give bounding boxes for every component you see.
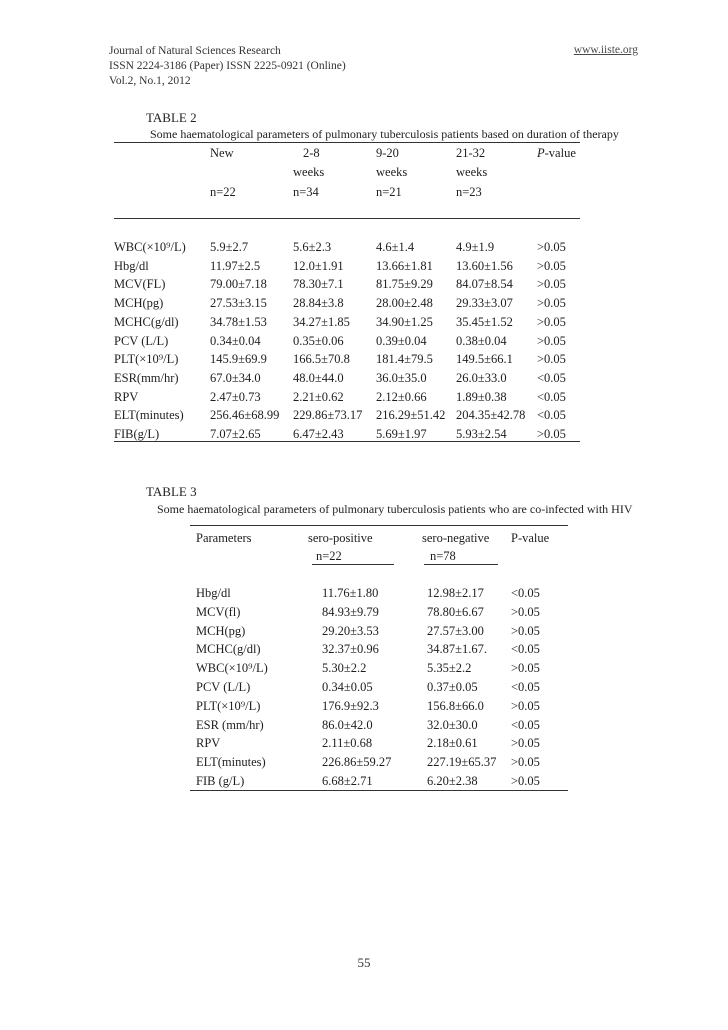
table3-cell: 6.20±2.38 (427, 774, 478, 788)
table3-row-param: Hbg/dl (196, 586, 231, 600)
table2-cell: 12.0±1.91 (293, 258, 344, 273)
table3-cell: 84.93±9.79 (322, 604, 379, 619)
table3-cell: 32.0±30.0 (427, 717, 478, 732)
table3-cell: 176.9±92.3 (322, 698, 379, 713)
table3-cell: 0.34±0.05 (322, 680, 373, 694)
table2-cell: <0.05 (537, 389, 566, 404)
table3-cell: <0.05 (511, 586, 540, 600)
table3-row-param: MCV(fl) (196, 604, 241, 619)
table3-cell: 29.20±3.53 (322, 623, 379, 638)
table3-caption: TABLE 3 (146, 484, 197, 499)
table3-cell: 5.30±2.2 (322, 661, 367, 676)
table3-subtitle: Some haematological parameters of pulmonary tuberculosis patients who are co-infected with HIV (157, 502, 633, 516)
table2-cell: 13.60±1.56 (456, 258, 513, 273)
table2-col-header: New (210, 146, 234, 160)
table3-cell: 0.37±0.05 (427, 680, 478, 694)
table3-col-header-n: n=22 (316, 549, 342, 563)
table2-row-param: Hbg/dl (114, 258, 149, 273)
table2-col-header-unit: weeks (376, 165, 408, 179)
table2-cell: 67.0±34.0 (210, 370, 261, 385)
table2-cell: 13.66±1.81 (376, 258, 433, 273)
table2-cell: 28.00±2.48 (376, 296, 433, 311)
table3-n-underline-neg (424, 564, 498, 565)
table3-row-param: MCHC(g/dl) (196, 642, 261, 657)
table2-cell: 36.0±35.0 (376, 370, 427, 385)
table3-cell: 78.80±6.67 (427, 604, 484, 619)
running-header (109, 44, 346, 89)
table2-col-header-unit: weeks (456, 165, 488, 179)
table3-col-header: sero-positive (308, 531, 373, 545)
table3-cell: 2.18±0.61 (427, 736, 478, 751)
table2-cell: <0.05 (537, 408, 566, 423)
table2-subtitle: Some haematological parameters of pulmonary tuberculosis patients based on duration of therapy (150, 127, 619, 141)
table2-row-param: MCHC(g/dl) (114, 314, 179, 329)
table2-cell: 27.53±3.15 (210, 296, 267, 311)
table3-cell: <0.05 (511, 680, 540, 694)
table2-header-rule (114, 218, 580, 219)
table2-cell: 78.30±7.1 (293, 277, 344, 292)
table2-cell: 166.5±70.8 (293, 352, 350, 367)
table2-cell: >0.05 (537, 240, 566, 254)
table3-col-header: Parameters (196, 531, 252, 545)
volume-line: Vol.2, No.1, 2012 (109, 75, 191, 87)
table2-row-param: MCH(pg) (114, 296, 164, 311)
table2-cell: 48.0±44.0 (293, 370, 344, 385)
table3-cell: >0.05 (511, 661, 540, 676)
table2-row-param: FIB(g/L) (114, 427, 160, 441)
table2-cell: 216.29±51.42 (376, 408, 446, 423)
table2-cell: 181.4±79.5 (376, 352, 433, 367)
table3-row-param: WBC(×10⁹/L) (196, 661, 268, 676)
table3-cell: 12.98±2.17 (427, 586, 484, 600)
table2-cell: >0.05 (537, 427, 566, 441)
table2-cell: >0.05 (537, 352, 566, 367)
table2-col-header: 2-8 (303, 146, 320, 160)
table2-cell: 1.89±0.38 (456, 389, 507, 404)
table3-bottom-rule (190, 790, 568, 791)
table2-cell: 0.39±0.04 (376, 333, 427, 348)
table3-row-param: PCV (L/L) (196, 680, 251, 694)
table2-bottom-rule (114, 441, 580, 442)
table2-row-param: RPV (114, 389, 139, 404)
table3-cell: 86.0±42.0 (322, 717, 373, 732)
table2-cell: 34.90±1.25 (376, 314, 433, 329)
table3-col-header: sero-negative (422, 531, 490, 545)
table3-col-header-n: n=78 (430, 549, 456, 563)
table2-cell: 256.46±68.99 (210, 408, 280, 423)
table2-cell: 28.84±3.8 (293, 296, 344, 311)
table2-col-header-unit: weeks (293, 165, 325, 179)
table3-cell: 226.86±59.27 (322, 755, 392, 770)
table2-cell: 0.35±0.06 (293, 333, 344, 348)
table3-cell: 227.19±65.37 (427, 755, 497, 770)
table2-cell: >0.05 (537, 314, 566, 329)
issn-line: ISSN 2224-3186 (Paper) ISSN 2225-0921 (Online) (109, 60, 346, 72)
table2-cell: 29.33±3.07 (456, 296, 513, 311)
table2-cell: 2.12±0.66 (376, 389, 427, 404)
table2-cell: >0.05 (537, 258, 566, 273)
table2-cell: 11.97±2.5 (210, 258, 261, 273)
table2-row-param: ELT(minutes) (114, 408, 184, 423)
table2-row-param: PCV (L/L) (114, 333, 169, 348)
table3-row-param: ESR (mm/hr) (196, 717, 264, 732)
table2-cell: 26.0±33.0 (456, 370, 507, 385)
table3-cell: >0.05 (511, 623, 540, 638)
table2-cell: 149.5±66.1 (456, 352, 513, 367)
table2-col-header-n: n=22 (210, 185, 236, 199)
table3-cell: >0.05 (511, 755, 540, 770)
table3-top-rule (190, 525, 568, 526)
table2-row-param: ESR(mm/hr) (114, 370, 179, 385)
table2-col-header: P-value (537, 146, 576, 160)
table3-col-header: P-value (511, 531, 550, 545)
table2-cell: 84.07±8.54 (456, 277, 513, 292)
table2-col-header-n: n=34 (293, 185, 319, 199)
table3-cell: 156.8±66.0 (427, 698, 484, 713)
table2-cell: 7.07±2.65 (210, 427, 261, 441)
table3-row-param: RPV (196, 736, 221, 751)
table3-row-param: MCH(pg) (196, 623, 246, 638)
table2-cell: 0.34±0.04 (210, 333, 261, 348)
website-link[interactable]: www.iiste.org (573, 44, 638, 56)
table3-cell: 5.35±2.2 (427, 661, 472, 676)
table2-col-header: 9-20 (376, 146, 399, 160)
table3-cell: <0.05 (511, 717, 540, 732)
table3-cell: <0.05 (511, 642, 540, 657)
journal-name: Journal of Natural Sciences Research (109, 45, 281, 57)
table3-cell: 34.87±1.67. (427, 642, 487, 657)
table2-cell: 34.78±1.53 (210, 314, 267, 329)
table2-cell: 4.6±1.4 (376, 240, 415, 254)
table3-row-param: FIB (g/L) (196, 774, 245, 788)
table2-cell: 34.27±1.85 (293, 314, 350, 329)
table2-cell: 79.00±7.18 (210, 277, 267, 292)
table2-cell: >0.05 (537, 333, 566, 348)
table2-cell: >0.05 (537, 296, 566, 311)
table2-row-param: WBC(×10⁹/L) (114, 240, 186, 254)
table2-cell: 5.9±2.7 (210, 240, 249, 254)
table2-cell: 2.47±0.73 (210, 389, 261, 404)
table2-cell: 0.38±0.04 (456, 333, 507, 348)
table2-cell: 2.21±0.62 (293, 389, 344, 404)
table2-cell: 35.45±1.52 (456, 314, 513, 329)
table3-cell: 2.11±0.68 (322, 736, 373, 751)
table2-cell: 6.47±2.43 (293, 427, 344, 441)
table3-cell: 11.76±1.80 (322, 586, 379, 600)
table3-cell: 32.37±0.96 (322, 642, 379, 657)
table3-cell: >0.05 (511, 698, 540, 713)
table3-cell: >0.05 (511, 774, 540, 788)
table2-col-header-n: n=21 (376, 185, 402, 199)
table2-cell: 229.86±73.17 (293, 408, 363, 423)
table2-cell: <0.05 (537, 370, 566, 385)
table3-cell: 6.68±2.71 (322, 774, 373, 788)
table3-row-param: ELT(minutes) (196, 755, 266, 770)
table3-cell: >0.05 (511, 604, 540, 619)
table2-row-param: PLT(×10⁹/L) (114, 352, 179, 367)
table2-cell: 204.35±42.78 (456, 408, 526, 423)
table2-cell: 145.9±69.9 (210, 352, 267, 367)
table3-n-underline-pos (312, 564, 394, 565)
table3-cell: >0.05 (511, 736, 540, 751)
table2-cell: 5.69±1.97 (376, 427, 427, 441)
table3-cell: 27.57±3.00 (427, 623, 484, 638)
table2-cell: >0.05 (537, 277, 566, 292)
table2-row-param: MCV(FL) (114, 277, 166, 292)
table2-cell: 5.6±2.3 (293, 240, 332, 254)
table2-cell: 5.93±2.54 (456, 427, 507, 441)
table2-top-rule (114, 142, 580, 143)
table2-caption: TABLE 2 (146, 110, 197, 125)
table2-col-header-n: n=23 (456, 185, 482, 199)
table2-col-header: 21-32 (456, 146, 486, 160)
table2-cell: 4.9±1.9 (456, 240, 495, 254)
page-number: 55 (357, 955, 371, 970)
table3-row-param: PLT(×10⁹/L) (196, 698, 261, 713)
table2-cell: 81.75±9.29 (376, 277, 433, 292)
